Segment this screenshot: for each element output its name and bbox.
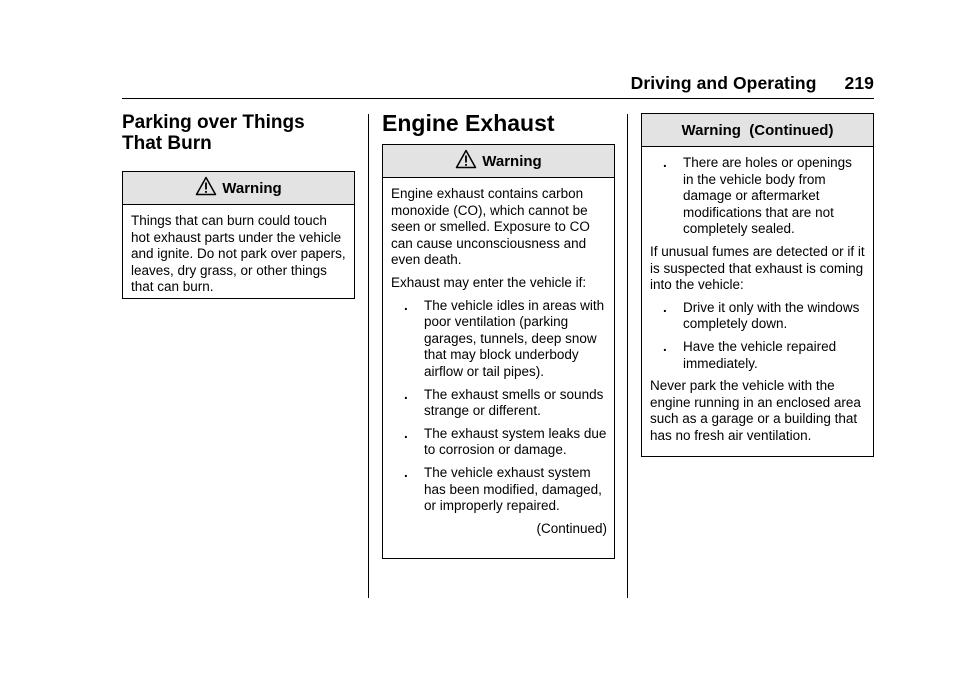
- paragraph: Exhaust may enter the vehicle if:: [391, 274, 587, 290]
- warning-header: Warning (Continued): [642, 114, 873, 147]
- bullet-dot: .: [404, 425, 408, 441]
- section-heading-engine-exhaust: Engine Exhaust: [382, 110, 555, 136]
- page-number: 219: [844, 73, 874, 93]
- warning-triangle-icon: [455, 149, 477, 169]
- bullet-dot: .: [404, 297, 408, 313]
- section-heading-parking: Parking over Things That Burn: [122, 112, 305, 154]
- warning-box-continued: [641, 113, 874, 457]
- continued-label: (Continued): [536, 520, 607, 536]
- paragraph: Never park the vehicle with the engine running in an enclosed area such as a garage or a building that has no fresh air ventilation.: [650, 378, 861, 443]
- bullet-list: [650, 300, 866, 372]
- list-item: . The exhaust system leaks due to corrosion or damage.: [404, 425, 607, 458]
- warning-body: [123, 205, 354, 308]
- bullet-dot: .: [663, 299, 667, 315]
- paragraph: If unusual fumes are detected or if it is suspected that exhaust is coming into the vehicle:: [650, 243, 865, 293]
- list-item: . There are holes or openings in the vehicle body from damage or aftermarket modifications that are not completely sealed.: [663, 155, 852, 237]
- warning-header: Warning: [383, 145, 614, 178]
- column-divider-2: [627, 114, 628, 598]
- column-divider-1: [368, 114, 369, 598]
- right-column: [641, 113, 874, 457]
- left-column: [122, 112, 355, 299]
- warning-triangle-icon: [195, 176, 217, 196]
- section-title: Driving and Operating: [630, 73, 817, 93]
- list-item: . Have the vehicle repaired immediately.: [663, 338, 837, 371]
- warning-body: [383, 178, 614, 543]
- bullet-dot: .: [663, 155, 667, 170]
- bullet-dot: .: [404, 386, 408, 402]
- warning-header: Warning: [123, 172, 354, 205]
- bullet-dot: .: [663, 338, 667, 354]
- bullet-dot: .: [404, 464, 408, 480]
- list-item: . The exhaust smells or sounds strange or different.: [404, 386, 604, 419]
- header-divider: [122, 98, 874, 99]
- warning-text: Things that can burn could touch hot exhaust parts under the vehicle and ignite. Do not park over papers, leaves, dry grass, or other things that can burn.: [131, 213, 346, 295]
- bullet-list: [391, 298, 607, 515]
- warning-box-parking: [122, 171, 355, 299]
- list-item: . The vehicle idles in areas with poor ventilation (parking garages, tunnels, deep snow that may block underbody airflow or tail pipes).: [404, 297, 605, 379]
- warning-body: [642, 147, 873, 457]
- warning-box-exhaust: [382, 144, 615, 559]
- middle-column: [382, 110, 615, 559]
- list-item: . The vehicle exhaust system has been modified, damaged, or improperly repaired.: [404, 464, 602, 514]
- list-item: . Drive it only with the windows completely down.: [663, 299, 860, 332]
- paragraph: Engine exhaust contains carbon monoxide (CO), which cannot be seen or smelled. Exposure to CO can cause unconsciousness and even death.: [391, 186, 590, 268]
- bullet-list: [650, 155, 866, 238]
- page-header: [631, 73, 874, 94]
